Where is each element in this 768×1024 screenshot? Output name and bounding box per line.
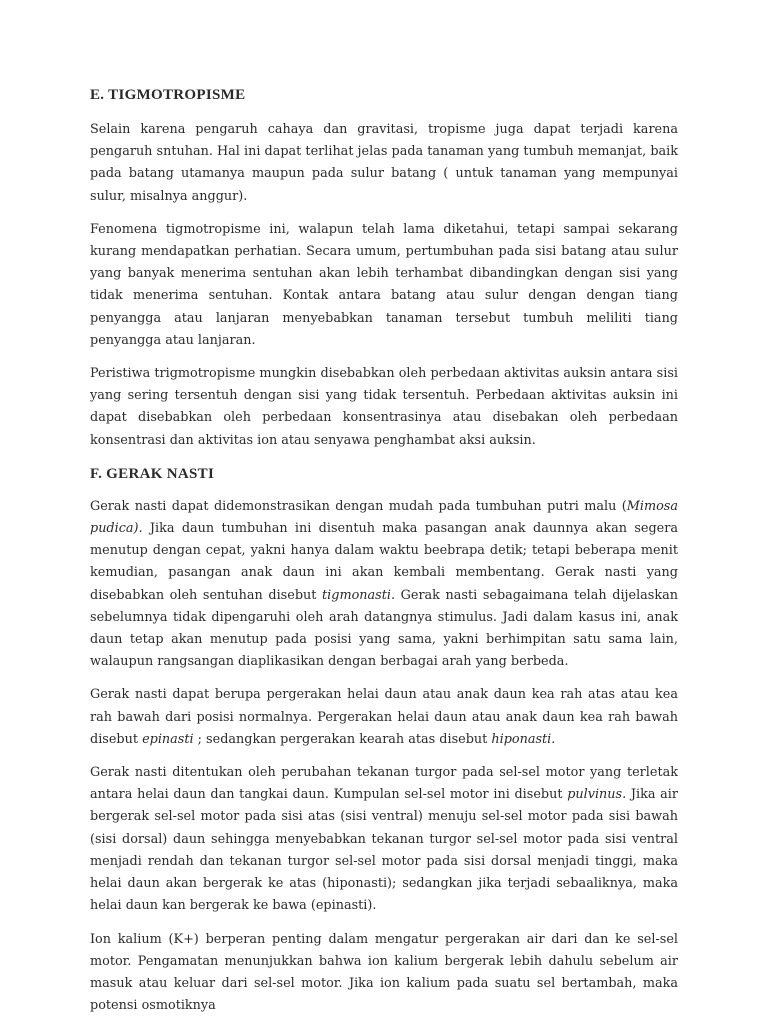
italic-term: epinasti [142,731,194,747]
text-run: Gerak nasti dapat berupa pergerakan helai daun atau anak daun kea rah atas atau kea rah bawah dari posisi normalnya. Pergerakan helai daun atau anak daun kea rah bawah disebut [90,687,678,747]
section-heading: E. TIGMOTROPISME [90,87,246,103]
paragraph: Selain karena pengaruh cahaya dan gravitasi, tropisme juga dapat terjadi karena pengaruh sntuhan. Hal ini dapat terlihat jelas pada tanaman yang tumbuh memanjat, baik pada batang utamanya maupun pada sulur batang ( untuk tanaman yang mempunyai sulur, misalnya anggur). [90,122,678,204]
italic-term: Mimosa pudica). [90,498,678,537]
text-run: Jika air bergerak sel-sel motor pada sisi atas (sisi ventral) menuju sel-sel motor pada sisi bawah (sisi dorsal) daun sehingga menyebabkan tekanan turgor sel-sel motor pada sisi ventral menjadi rendah dan tekanan turgor sel-sel motor pada sisi dorsal menjadi tinggi, maka helai daun akan bergerak ke atas (hiponasti); sedangkan jika terjadi sebaaliknya, maka helai daun kan bergerak ke bawa (epinasti). [90,787,678,914]
paragraph: Ion kalium (K+) berperan penting dalam mengatur pergerakan air dari dan ke sel-sel motor. Pengamatan menunjukkan bahwa ion kalium bergerak lebih dahulu sebelum air masuk atau keluar dari sel-sel motor. Jika ion kalium pada suatu sel bertambah, maka potensi osmotiknya [90,931,678,1014]
text-run: ; sedangkan pergerakan kearah atas disebut [193,731,492,747]
text-run: Gerak nasti dapat didemonstrasikan dengan mudah pada tumbuhan putri malu ( [90,498,627,514]
paragraph: Fenomena tigmotropisme ini, walapun telah lama diketahui, tetapi sampai sekarang kurang mendapatkan perhatian. Secara umum, pertumbuhan pada sisi batang atau sulur yang banyak menerima sentuhan akan lebih terhambat dibandingkan dengan sisi yang tidak menerima sentuhan. Kontak antara batang atau sulur dengan dengan tiang penyangga atau lanjaran menyebabkan tanaman tersebut tumbuh meliliti tiang penyangga atau lanjaran. [90,221,678,348]
text-run: Jika daun tumbuhan ini disentuh maka pasangan anak daunnya akan segera menutup dengan cepat, yakni hanya dalam waktu beebrapa detik; tetapi beberapa menit kemudian, pasangan anak daun ini akan kembali membentang. Gerak nasti yang disebabkan oleh sentuhan disebut [90,521,678,603]
text-run: Gerak nasti ditentukan oleh perubahan tekanan turgor pada sel-sel motor yang terletak antara helai daun dan tangkai daun. Kumpulan sel-sel motor ini disebut [90,765,678,803]
paragraph: Peristiwa trigmotropisme mungkin disebabkan oleh perbedaan aktivitas auksin antara sisi yang sering tersentuh dengan sisi yang tidak tersentuh. Perbedaan aktivitas auksin ini dapat disebabkan oleh perbedaan konsentrasinya atau disebakan oleh perbedaan konsentrasi dan aktivitas ion atau senyawa penghambat aksi auksin. [90,366,678,448]
italic-term: tigmonasti. [322,587,396,603]
italic-term: pulvinus. [567,787,627,803]
text-run: Gerak nasti sebagaimana telah dijelaskan sebelumnya tidak dipengaruhi oleh arah datangnya stimulus. Jadi dalam kasus ini, anak daun tetap akan menutup pada posisi yang sama, yakni berhimpitan satu sama lain, walaupun rangsangan diaplikasikan dengan berbagai arah yang berbeda. [90,587,678,670]
document-page [90,84,678,1017]
paragraph [90,684,678,751]
italic-term: hiponasti. [491,731,556,747]
section-gerak-nasti [90,463,678,1017]
section-tigmotropisme [90,84,678,452]
paragraph [90,762,678,917]
section-heading: F. GERAK NASTI [90,465,215,482]
paragraph [90,496,678,674]
